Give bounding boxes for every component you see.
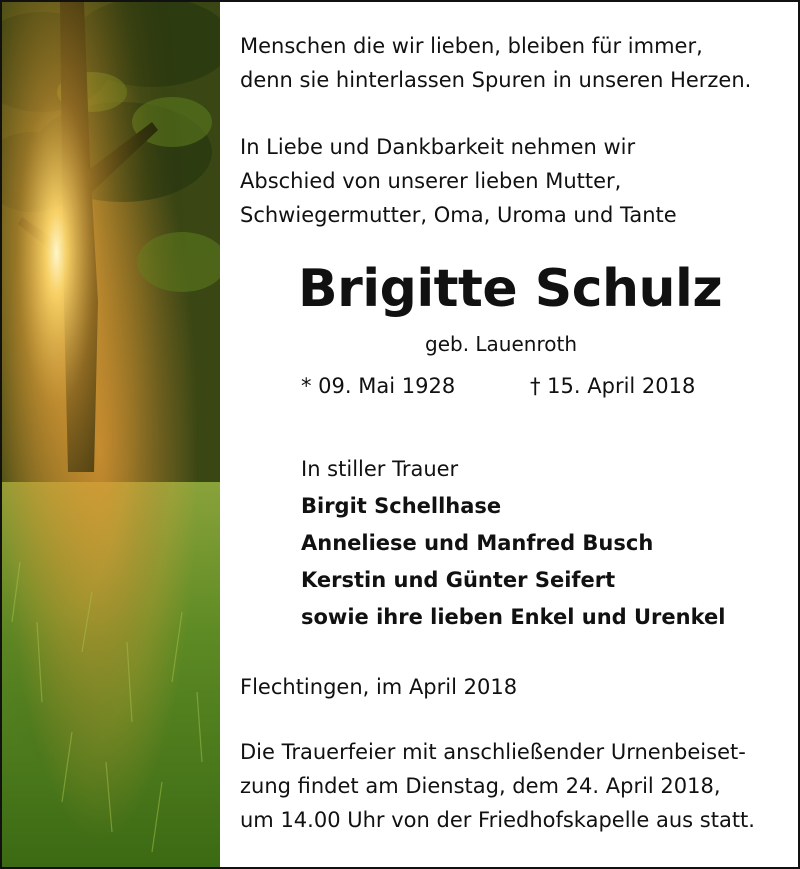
forest-sunlight-photo xyxy=(2,2,220,867)
ceremony-line-3: um 14.00 Uhr von der Friedhofskapelle aus statt. xyxy=(240,808,755,832)
intro-line-3: Schwiegermutter, Oma, Uroma und Tante xyxy=(240,203,677,227)
ceremony-line-2: zung findet am Dienstag, dem 24. April 2018, xyxy=(240,774,721,798)
intro-line-1: In Liebe und Dankbarkeit nehmen wir xyxy=(240,135,636,159)
deceased-name: Brigitte Schulz xyxy=(298,259,723,319)
maiden-name: geb. Lauenroth xyxy=(425,332,578,356)
intro-line-2: Abschied von unserer lieben Mutter, xyxy=(240,169,622,193)
birth-date: * 09. Mai 1928 xyxy=(301,374,456,398)
mourner-name: Kerstin und Günter Seifert xyxy=(301,568,616,592)
ceremony-line-1: Die Trauerfeier mit anschließender Urnenbeiset- xyxy=(240,740,746,764)
death-date: † 15. April 2018 xyxy=(530,374,696,398)
place-date: Flechtingen, im April 2018 xyxy=(240,675,518,699)
mourners-heading: In stiller Trauer xyxy=(301,457,459,481)
mourner-name: Birgit Schellhase xyxy=(301,494,502,518)
mourner-name: Anneliese und Manfred Busch xyxy=(301,531,654,555)
mourner-name: sowie ihre lieben Enkel und Urenkel xyxy=(301,605,726,629)
motto-line-2: denn sie hinterlassen Spuren in unseren Herzen. xyxy=(240,68,752,92)
notice-text xyxy=(240,2,788,867)
motto-line-1: Menschen die wir lieben, bleiben für immer, xyxy=(240,34,703,58)
